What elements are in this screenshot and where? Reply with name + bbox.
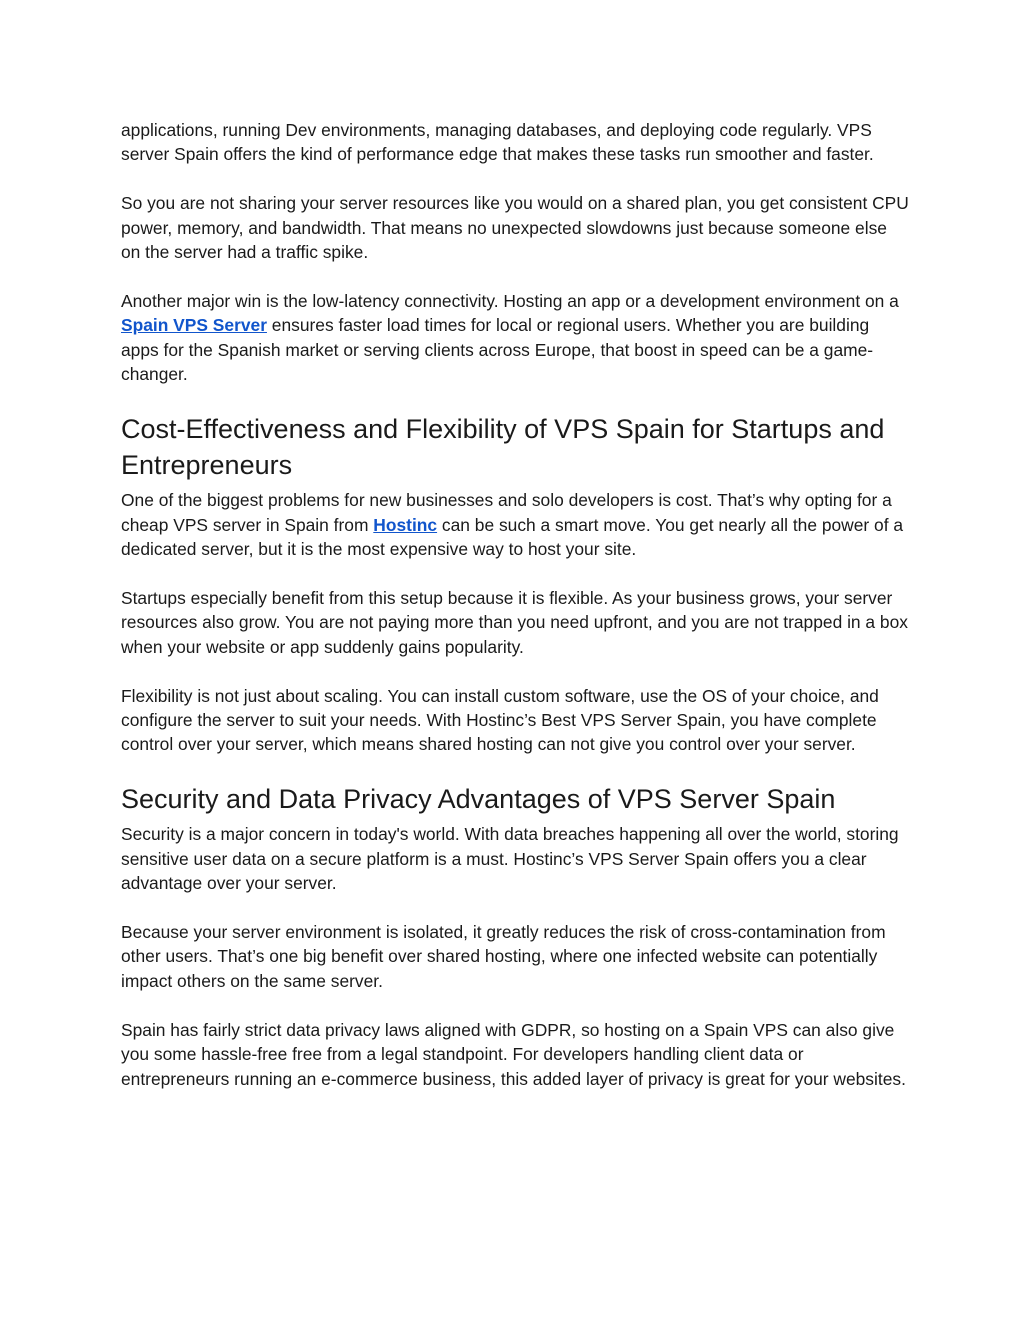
section-heading-cost-effectiveness: Cost-Effectiveness and Flexibility of VPS Spain for Startups and Entrepreneurs — [121, 414, 885, 481]
paragraph: Security is a major concern in today's world. With data breaches happening all over the world, storing sensitive user data on a secure platform is a must. Hostinc’s VPS Server Spain offers you a clear advantage over your server. — [121, 824, 899, 894]
paragraph — [121, 289, 911, 387]
paragraph: Startups especially benefit from this setup because it is flexible. As your business grows, your server resources also grow. You are not paying more than you need upfront, and you are not trapped in a box when your website or app suddenly gains popularity. — [121, 587, 908, 657]
document-page — [121, 118, 911, 1115]
section-heading-security: Security and Data Privacy Advantages of VPS Server Spain — [121, 784, 836, 815]
paragraph-text: Another major win is the low-latency connectivity. Hosting an app or a development environment on a — [121, 291, 899, 312]
hostinc-link[interactable]: Hostinc — [373, 514, 438, 535]
paragraph: Because your server environment is isolated, it greatly reduces the risk of cross-contamination from other users. That’s one big benefit over shared hosting, where one infected website can potentially impact others on the same server. — [121, 922, 886, 991]
paragraph: So you are not sharing your server resources like you would on a shared plan, you get consistent CPU power, memory, and bandwidth. That means no unexpected slowdowns just because someone else on the server had a traffic spike. — [121, 193, 909, 263]
paragraph: Flexibility is not just about scaling. You can install custom software, use the OS of your choice, and configure the server to suit your needs. With Hostinc’s Best VPS Server Spain, you have complete control over your server, which means shared hosting can not give you control over your server. — [121, 685, 879, 755]
paragraph-text: One of the biggest problems for new businesses and solo developers is cost. That’s why opting for a cheap VPS server in Spain from — [121, 490, 892, 535]
paragraph-text: can be such a smart move. You get nearly all the power of a dedicated server, but it is the most expensive way to host your site. — [121, 514, 904, 559]
spain-vps-server-link[interactable]: Spain VPS Server — [121, 315, 267, 336]
paragraph: applications, running Dev environments, managing databases, and deploying code regularly. VPS server Spain offers the kind of performance edge that makes these tasks run smoother and faster. — [121, 120, 874, 165]
paragraph-text: ensures faster load times for local or regional users. Whether you are building apps for the Spanish market or serving clients across Europe, that boost in speed can be a game-changer. — [121, 315, 874, 385]
paragraph — [121, 488, 911, 561]
paragraph: Spain has fairly strict data privacy laws aligned with GDPR, so hosting on a Spain VPS can also give you some hassle-free free from a legal standpoint. For developers handling client data or entrepreneurs running an e-commerce business, this added layer of privacy is great for your websites. — [121, 1019, 906, 1089]
